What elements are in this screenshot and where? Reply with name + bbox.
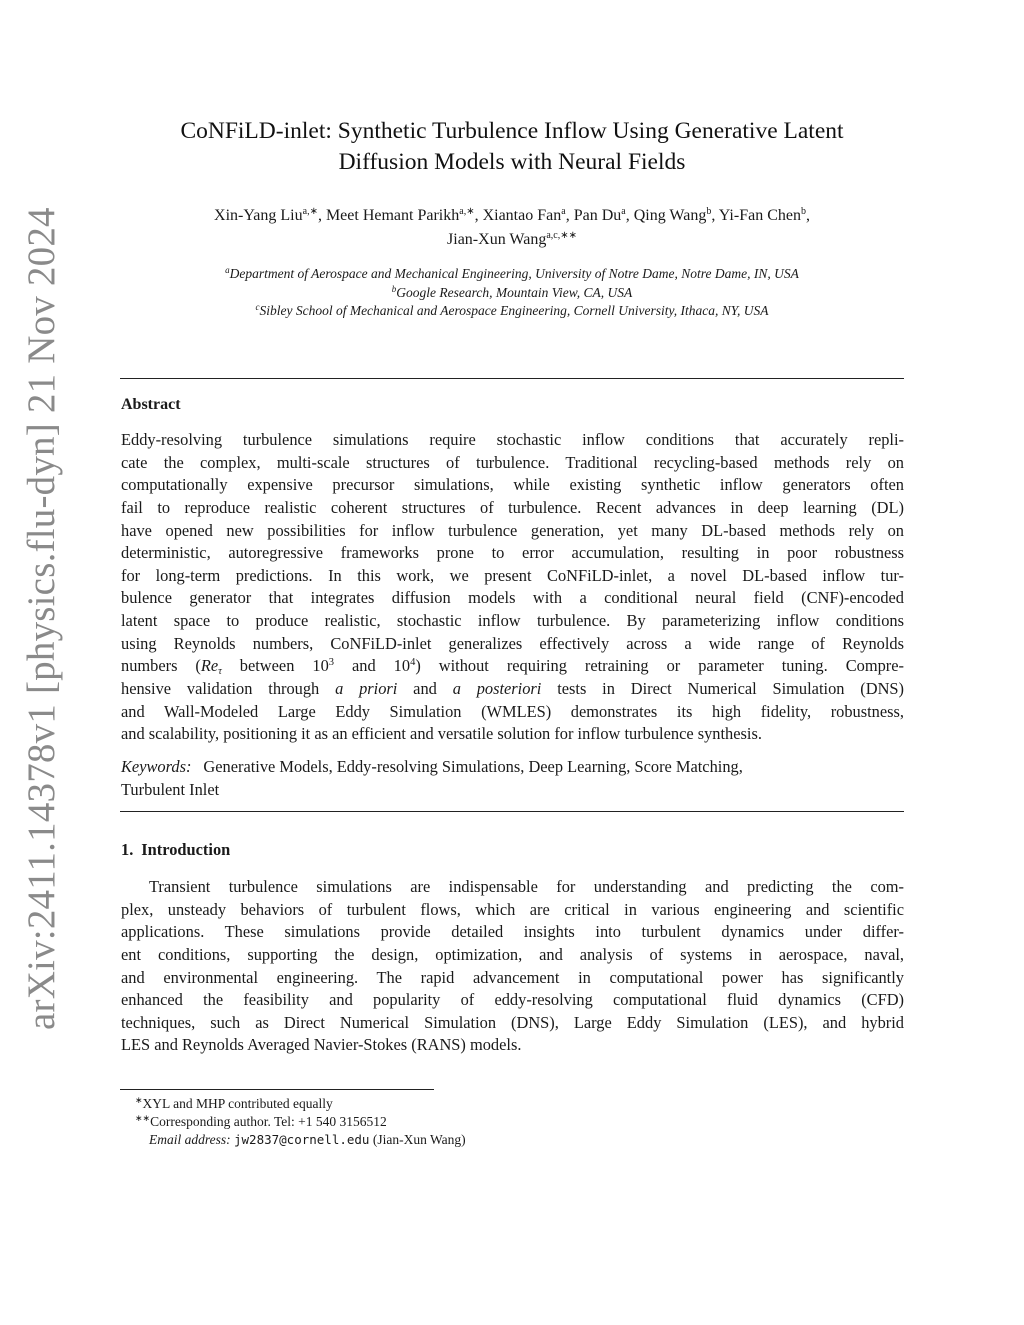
abstract-line: using Reynolds numbers, CoNFiLD-inlet generalizes effectively across a wide range of Reynolds bbox=[121, 633, 904, 653]
section-heading-introduction: 1. Introduction bbox=[121, 840, 231, 859]
affiliation: $^b$Google Research, Mountain View, CA, USA bbox=[391, 283, 633, 300]
abstract-heading: Abstract bbox=[121, 396, 181, 413]
abstract-line: computationally expensive precursor simulations, while existing synthetic inflow generators often bbox=[121, 475, 904, 495]
author: Xiantao Fan$^a$, bbox=[482, 206, 574, 224]
abstract-line: Eddy-resolving turbulence simulations require stochastic inflow conditions that accurately repli- bbox=[121, 430, 904, 449]
intro-line: applications. These simulations provide detailed insights into turbulent dynamics under differ- bbox=[121, 922, 904, 942]
abstract-line: hensive validation through a priori and a posteriori tests in Direct Numerical Simulation (DNS) bbox=[121, 679, 904, 699]
title-line-2: Diffusion Models with Neural Fields bbox=[338, 149, 686, 175]
footnote: ∗∗Corresponding author. Tel: +1 540 3156512 bbox=[135, 1113, 387, 1129]
affiliation: $^a$Department of Aerospace and Mechanical Engineering, University of Notre Dame, Notre Dame, IN, USA bbox=[225, 265, 799, 281]
reynolds-symbol: Re bbox=[200, 656, 219, 676]
keywords-line: Turbulent Inlet bbox=[121, 779, 220, 799]
keywords-line: Generative Models, Eddy-resolving Simulations, Deep Learning, Score Matching, bbox=[203, 757, 743, 776]
abstract-line: cate the complex, multi-scale structures of turbulence. Traditional recycling-based methods rely on bbox=[121, 452, 904, 472]
footnote: ∗XYL and MHP contributed equally bbox=[135, 1095, 333, 1111]
intro-line: enhanced the feasibility and popularity of eddy-resolving computational fluid dynamics (CFD) bbox=[121, 990, 904, 1010]
intro-line: and environmental engineering. The rapid advancement in computational power has significantly bbox=[121, 967, 904, 987]
title-line-1: CoNFiLD-inlet: Synthetic Turbulence Inflow Using Generative Latent bbox=[180, 118, 844, 144]
footnote-email: Email address: jw2837@cornell.edu (Jian-Xun Wang) bbox=[149, 1132, 466, 1147]
paper-title bbox=[120, 116, 904, 178]
abstract-bottom-rule bbox=[120, 811, 904, 812]
keywords bbox=[121, 756, 904, 801]
author: Pan Du$^a$, bbox=[573, 206, 634, 224]
affiliation: $^c$Sibley School of Mechanical and Aerospace Engineering, Cornell University, Ithaca, NY, USA bbox=[255, 302, 769, 318]
abstract-line: and Wall-Modeled Large Eddy Simulation (WMLES) demonstrates its high fidelity, robustness, bbox=[121, 701, 904, 721]
abstract-line: fail to reproduce realistic coherent structures of turbulence. Recent advances in deep learning (DL) bbox=[121, 497, 904, 517]
author: Jian-Xun Wang$^{a,c,∗∗}$ bbox=[447, 230, 577, 248]
abstract-top-rule bbox=[120, 378, 904, 379]
author: Qing Wang$^b$, bbox=[633, 206, 719, 224]
abstract-line: have opened new possibilities for inflow turbulence generation, yet many DL-based methods rely on bbox=[121, 520, 904, 540]
footnote-rule bbox=[120, 1089, 434, 1090]
abstract-line: bulence generator that integrates diffusion models with a conditional neural field (CNF)-encoded bbox=[121, 588, 904, 608]
intro-line: techniques, such as Direct Numerical Simulation (DNS), Large Eddy Simulation (LES), and hybrid bbox=[121, 1012, 904, 1032]
intro-line: LES and Reynolds Averaged Navier-Stokes (RANS) models. bbox=[121, 1035, 522, 1055]
abstract-line: numbers ($Re_\tau$ between $10^3$ and $10^4$) without requiring retraining or parameter tuning. Compre- bbox=[121, 656, 904, 678]
intro-line: plex, unsteady behaviors of turbulent flows, which are critical in various engineering and scientific bbox=[121, 899, 904, 919]
abstract-line: and scalability, positioning it as an efficient and versatile solution for inflow turbulence synthesis. bbox=[121, 724, 762, 744]
intro-line: Transient turbulence simulations are indispensable for understanding and predicting the com- bbox=[149, 877, 904, 896]
affiliation-list bbox=[120, 265, 904, 321]
author-list bbox=[120, 204, 904, 252]
abstract-line: deterministic, autoregressive frameworks prone to error accumulation, resulting in poor robustness bbox=[121, 543, 904, 563]
author: Xin-Yang Liu$^{a,∗}$, bbox=[214, 206, 326, 224]
keywords-label: Keywords: bbox=[121, 757, 192, 776]
abstract-line: for long-term predictions. In this work, we present CoNFiLD-inlet, a novel DL-based inflow tur- bbox=[121, 565, 904, 585]
author: Meet Hemant Parikh$^{a,∗}$, bbox=[325, 206, 483, 224]
author: Yi-Fan Chen$^b$, bbox=[718, 206, 810, 224]
email-link[interactable]: jw2837@cornell.edu bbox=[234, 1132, 370, 1147]
abstract-line: latent space to produce realistic, stochastic inflow turbulence. By parameterizing inflow conditions bbox=[121, 611, 904, 631]
intro-line: ent conditions, supporting the design, optimization, and analysis of systems in aerospace, naval, bbox=[121, 944, 904, 964]
footnotes bbox=[121, 1095, 904, 1149]
arxiv-side-stamp: arXiv:2411.14378v1 [physics.flu-dyn] 21 Nov 2024 bbox=[20, 207, 63, 1030]
introduction-body bbox=[121, 876, 904, 1057]
abstract-body bbox=[121, 429, 904, 746]
